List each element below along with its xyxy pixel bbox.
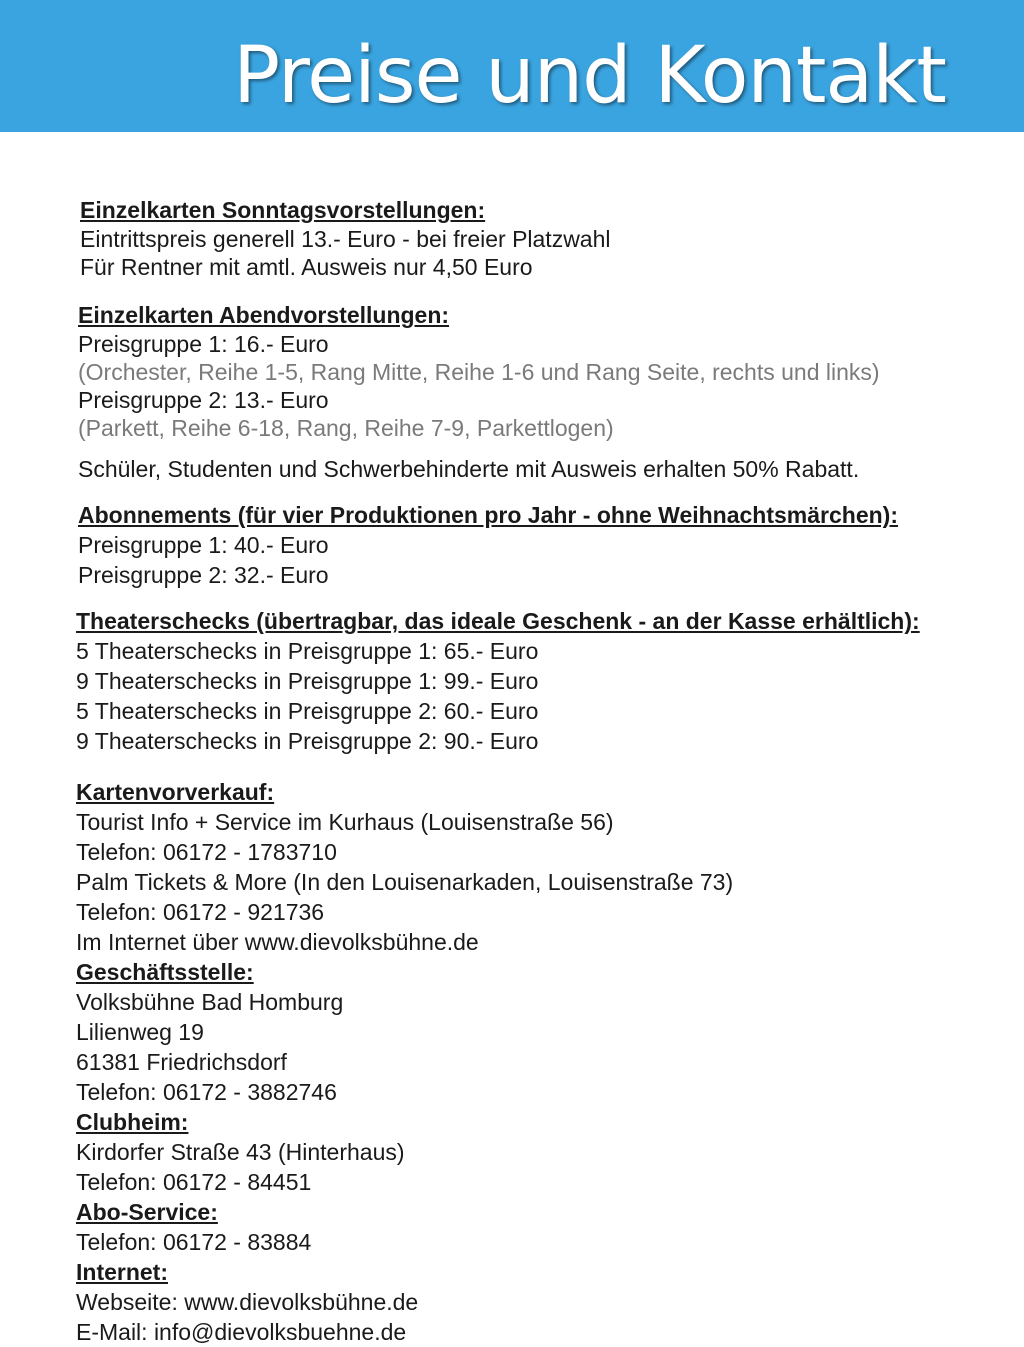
price-line: 9 Theaterschecks in Preisgruppe 2: 90.- Euro bbox=[76, 728, 539, 754]
price-note: (Parkett, Reihe 6-18, Rang, Reihe 7-9, Parkettlogen) bbox=[78, 415, 614, 441]
email-line: E-Mail: info@dievolksbuehne.de bbox=[76, 1319, 407, 1345]
price-line: 5 Theaterschecks in Preisgruppe 2: 60.- Euro bbox=[76, 698, 539, 724]
price-line: 5 Theaterschecks in Preisgruppe 1: 65.- Euro bbox=[76, 638, 539, 664]
phone-line: Telefon: 06172 - 3882746 bbox=[76, 1079, 337, 1105]
section-heading: Kartenvorverkauf: bbox=[76, 779, 275, 805]
text-line: Im Internet über www.dievolksbühne.de bbox=[76, 929, 479, 955]
section-contacts bbox=[76, 777, 733, 1347]
address-line: 61381 Friedrichsdorf bbox=[76, 1049, 287, 1075]
section-heading: Abonnements (für vier Produktionen pro Jahr - ohne Weihnachtsmärchen): bbox=[78, 502, 899, 528]
address-line: Volksbühne Bad Homburg bbox=[76, 989, 344, 1015]
text-line: Palm Tickets & More (In den Louisenarkaden, Louisenstraße 73) bbox=[76, 869, 734, 895]
header-banner bbox=[0, 0, 1024, 132]
section-heading: Theaterschecks (übertragbar, das ideale Geschenk - an der Kasse erhältlich): bbox=[76, 608, 920, 634]
section-heading: Internet: bbox=[76, 1259, 168, 1285]
price-note: (Orchester, Reihe 1-5, Rang Mitte, Reihe 1-6 und Rang Seite, rechts und links) bbox=[78, 359, 880, 385]
section-abend bbox=[78, 300, 880, 483]
section-sonntag bbox=[80, 195, 611, 281]
section-heading: Geschäftsstelle: bbox=[76, 959, 254, 985]
section-abonnements bbox=[78, 500, 898, 590]
phone-line: Telefon: 06172 - 83884 bbox=[76, 1229, 312, 1255]
price-line: Preisgruppe 1: 16.- Euro bbox=[78, 331, 329, 357]
section-heading: Einzelkarten Abendvorstellungen: bbox=[78, 302, 450, 328]
section-theaterschecks bbox=[76, 606, 920, 756]
page-title: Preise und Kontakt bbox=[233, 31, 946, 121]
price-line: Preisgruppe 2: 13.- Euro bbox=[78, 387, 329, 413]
section-heading: Abo-Service: bbox=[76, 1199, 218, 1225]
section-heading: Einzelkarten Sonntagsvorstellungen: bbox=[80, 197, 486, 223]
text-line: Für Rentner mit amtl. Ausweis nur 4,50 Euro bbox=[80, 254, 533, 280]
price-line: Preisgruppe 1: 40.- Euro bbox=[78, 532, 329, 558]
section-heading: Clubheim: bbox=[76, 1109, 189, 1135]
text-line: Tourist Info + Service im Kurhaus (Louisenstraße 56) bbox=[76, 809, 614, 835]
address-line: Lilienweg 19 bbox=[76, 1019, 204, 1045]
text-line: Eintrittspreis generell 13.- Euro - bei freier Platzwahl bbox=[80, 226, 611, 252]
phone-line: Telefon: 06172 - 921736 bbox=[76, 899, 325, 925]
phone-line: Telefon: 06172 - 1783710 bbox=[76, 839, 337, 865]
discount-note: Schüler, Studenten und Schwerbehinderte mit Ausweis erhalten 50% Rabatt. bbox=[78, 456, 860, 482]
address-line: Kirdorfer Straße 43 (Hinterhaus) bbox=[76, 1139, 405, 1165]
price-line: Preisgruppe 2: 32.- Euro bbox=[78, 562, 329, 588]
price-line: 9 Theaterschecks in Preisgruppe 1: 99.- Euro bbox=[76, 668, 539, 694]
phone-line: Telefon: 06172 - 84451 bbox=[76, 1169, 312, 1195]
website-line: Webseite: www.dievolksbühne.de bbox=[76, 1289, 419, 1315]
